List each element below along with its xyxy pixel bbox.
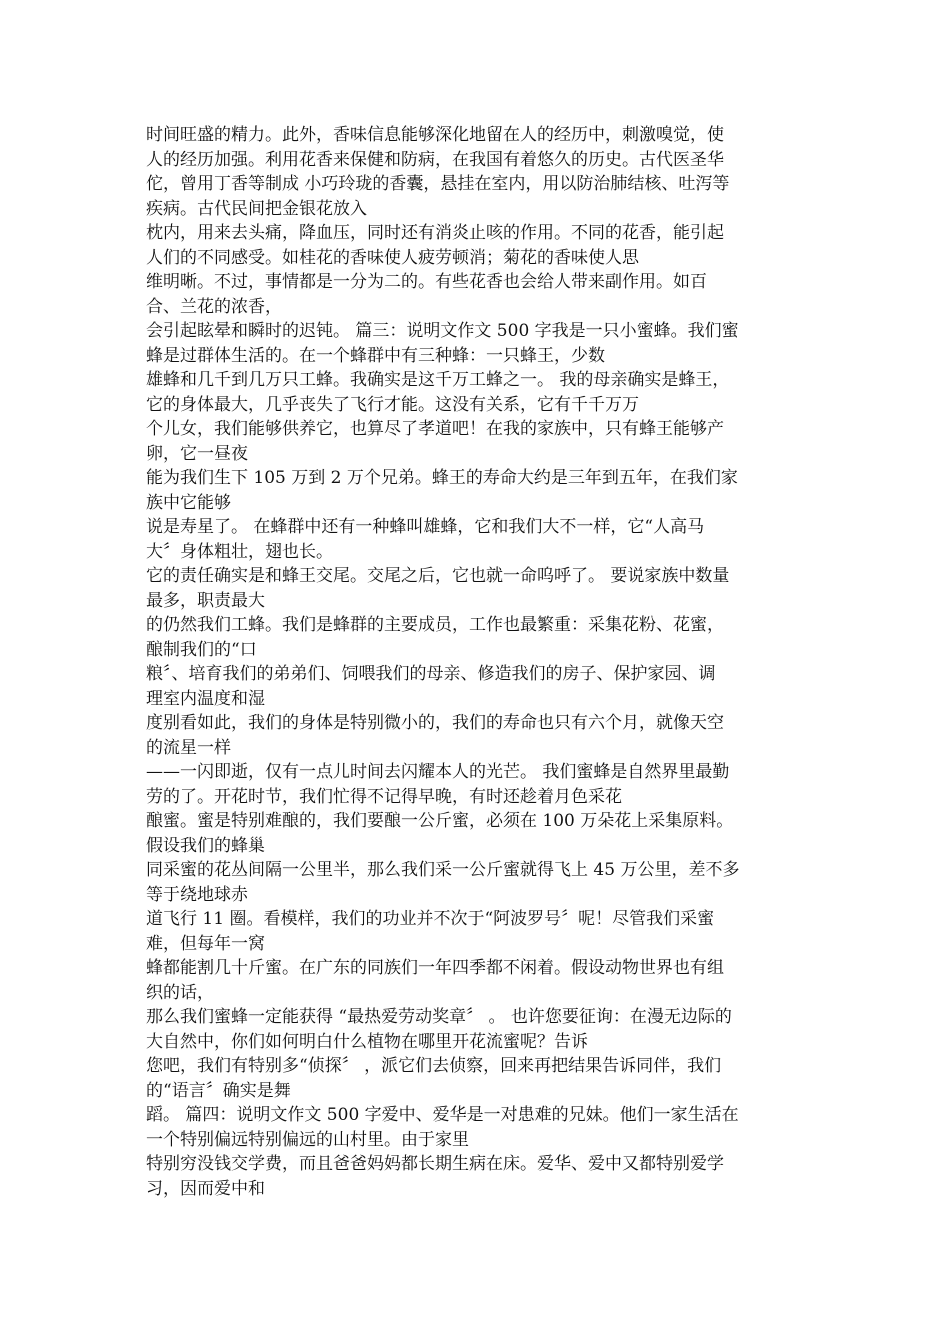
text-line: 蜂都能割几十斤蜜。在广东的同族们一年四季都不闲着。假设动物世界也有组 bbox=[146, 958, 724, 978]
text-line: 族中它能够 bbox=[146, 492, 231, 513]
text-line: 佗，曾用丁香等制成 小巧玲珑的香囊，悬挂在室内，用以防治肺结核、吐泻等 bbox=[146, 174, 730, 194]
text-line: 大〞身体粗壮，翅也长。 bbox=[146, 541, 333, 562]
text-line: 大自然中，你们如何明白什么植物在哪里开花流蜜呢？告诉 bbox=[146, 1031, 588, 1052]
text-line: 假设我们的蜂巢 bbox=[146, 835, 265, 856]
text-line: 同采蜜的花丛间隔一公里半，那么我们采一公斤蜜就得飞上 45 万公里，差不多 bbox=[146, 860, 740, 880]
text-line: 合、兰花的浓香， bbox=[146, 296, 282, 317]
text-line: 它的身体最大，几乎丧失了飞行才能。这没有关系，它有千千万万 bbox=[146, 394, 639, 415]
text-line: 等于绕地球赤 bbox=[146, 884, 248, 905]
text-line: 酿蜜。蜜是特别难酿的，我们要酿一公斤蜜，必须在 100 万朵花上采集原料。 bbox=[146, 811, 734, 831]
text-line: 蹈。 篇四：说明文作文 500 字爱中、爱华是一对患难的兄妹。他们一家生活在 bbox=[146, 1105, 739, 1125]
text-line: 酿制我们的“口 bbox=[146, 639, 257, 660]
text-line: 理室内温度和湿 bbox=[146, 688, 265, 709]
text-line: 劳的了。开花时节，我们忙得不记得早晚，有时还趁着月色采花 bbox=[146, 786, 622, 807]
text-line: 雄蜂和几千到几万只工蜂。我确实是这千万工蜂之一。 我的母亲确实是蜂王， bbox=[146, 370, 730, 390]
text-line: 时间旺盛的精力。此外，香味信息能够深化地留在人的经历中，刺激嗅觉，使 bbox=[146, 125, 724, 145]
text-line: 的“语言〞确实是舞 bbox=[146, 1080, 291, 1101]
text-line: 一个特别偏远特别偏远的山村里。由于家里 bbox=[146, 1129, 469, 1150]
text-line: 会引起眩晕和瞬时的迟钝。 篇三：说明文作文 500 字我是一只小蜜蜂。我们蜜 bbox=[146, 321, 739, 341]
text-line: 度别看如此，我们的身体是特别微小的，我们的寿命也只有六个月，就像天空 bbox=[146, 713, 724, 733]
body-text bbox=[146, 123, 806, 1201]
text-line: 特别穷没钱交学费，而且爸爸妈妈都长期生病在床。爱华、爱中又都特别爱学 bbox=[146, 1154, 724, 1174]
text-line: 蜂是过群体生活的。在一个蜂群中有三种蜂：一只蜂王，少数 bbox=[146, 345, 605, 366]
text-line: 疾病。古代民间把金银花放入 bbox=[146, 198, 367, 219]
text-line: 人的经历加强。利用花香来保健和防病，在我国有着悠久的历史。古代医圣华 bbox=[146, 149, 724, 170]
text-line: 人们的不同感受。如桂花的香味使人疲劳顿消；菊花的香味使人思 bbox=[146, 247, 639, 268]
text-line: 能为我们生下 105 万到 2 万个兄弟。蜂王的寿命大约是三年到五年，在我们家 bbox=[146, 468, 738, 488]
text-line: 卵，它一昼夜 bbox=[146, 443, 248, 464]
text-line: 道飞行 11 圈。看模样，我们的功业并不次于“阿波罗号〞呢！尽管我们采蜜 bbox=[146, 909, 715, 929]
text-line: 个儿女，我们能够供养它，也算尽了孝道吧！在我的家族中，只有蜂王能够产 bbox=[146, 419, 724, 439]
text-line: 维明晰。不过，事情都是一分为二的。有些花香也会给人带来副作用。如百 bbox=[146, 272, 707, 292]
text-line: 枕内，用来去头痛，降血压，同时还有消炎止咳的作用。不同的花香，能引起 bbox=[146, 223, 724, 243]
text-line: 难，但每年一窝 bbox=[146, 933, 265, 954]
text-line: 习，因而爱中和 bbox=[146, 1178, 265, 1199]
text-line: 粮〞、培育我们的弟弟们、饲喂我们的母亲、修造我们的房子、保护家园、调 bbox=[146, 664, 716, 684]
text-line: ——一闪即逝，仅有一点儿时间去闪耀本人的光芒。 我们蜜蜂是自然界里最勤 bbox=[146, 762, 730, 782]
text-line: 最多，职责最大 bbox=[146, 590, 265, 611]
text-line: 织的话， bbox=[146, 982, 214, 1003]
text-line: 的流星一样 bbox=[146, 737, 231, 758]
text-line: 说是寿星了。 在蜂群中还有一种蜂叫雄蜂，它和我们大不一样，它“人高马 bbox=[146, 517, 705, 537]
text-line: 它的责任确实是和蜂王交尾。交尾之后，它也就一命呜呼了。 要说家族中数量 bbox=[146, 566, 730, 586]
text-line: 的仍然我们工蜂。我们是蜂群的主要成员，工作也最繁重：采集花粉、花蜜， bbox=[146, 615, 724, 635]
text-line: 那么我们蜜蜂一定能获得 “最热爱劳动奖章〞 。 也许您要征询：在漫无边际的 bbox=[146, 1007, 732, 1027]
text-line: 您吧，我们有特别多“侦探〞 ，派它们去侦察，回来再把结果告诉同伴，我们 bbox=[146, 1056, 722, 1076]
